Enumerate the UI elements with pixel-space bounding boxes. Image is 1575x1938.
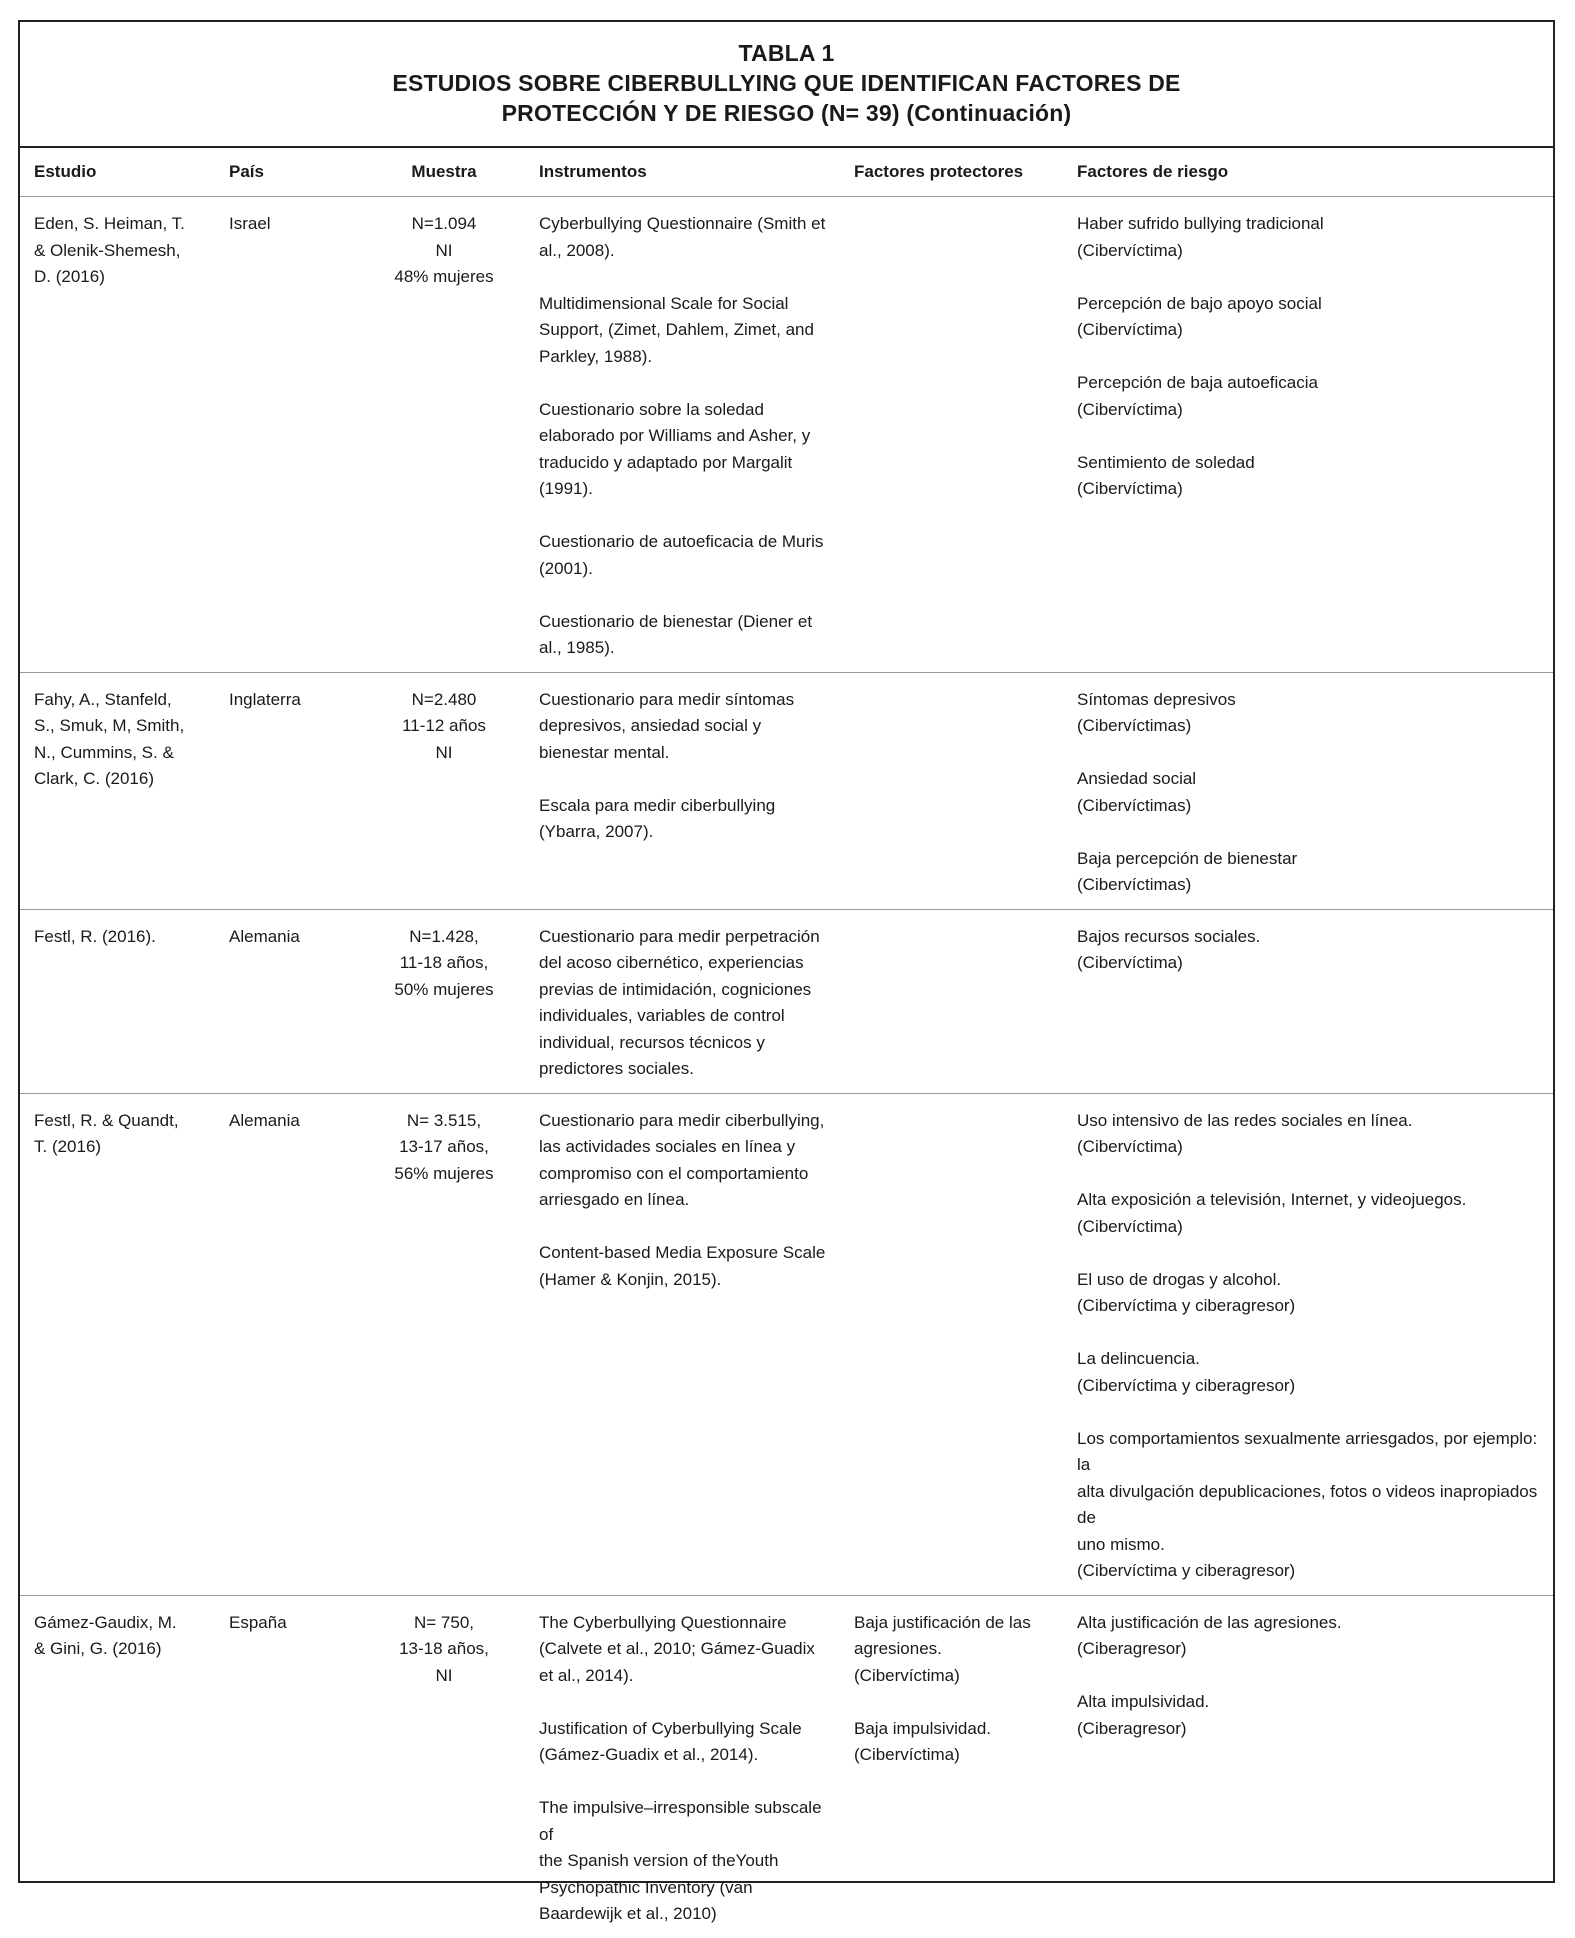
cell-estudio [20, 1595, 219, 1938]
cell-pais [219, 1595, 359, 1938]
factor-riesgo-line: Ansiedad social [1077, 769, 1197, 788]
muestra-line: N= 750, [413, 1612, 474, 1632]
factor-riesgo-line: Los comportamientos sexualmente arriesgados, por ejemplo: la [1077, 1428, 1538, 1474]
instrumento-line: arriesgado en línea. [539, 1190, 690, 1209]
instrumento-line: previas de intimidación, cogniciones [539, 979, 812, 999]
muestra-line: NI [435, 742, 453, 762]
instrumento-line: (Ybarra, 2007). [539, 822, 654, 841]
factor-riesgo-line: (Cibervíctima y ciberagresor) [1077, 1375, 1296, 1395]
instrumento-paragraph [539, 609, 834, 662]
factor-riesgo-paragraph [1077, 1689, 1543, 1742]
factor-riesgo-line: Bajos recursos sociales. [1077, 926, 1261, 946]
factor-riesgo-line: (Cibervíctima) [1077, 240, 1183, 260]
cell-instrumentos [529, 1093, 844, 1595]
cell-riesgo [1067, 1093, 1553, 1595]
instrumento-line: (Hamer & Konjin, 2015). [539, 1269, 722, 1289]
instrumento-line: Cuestionario para medir perpetración [539, 926, 820, 946]
pais-value: España [229, 1612, 287, 1632]
estudio-line: N., Cummins, S. & [34, 742, 174, 762]
estudio-line: Festl, R. & Quandt, [34, 1110, 179, 1130]
instrumento-line: Content-based Media Exposure Scale [539, 1243, 826, 1262]
factor-riesgo-line: (Ciberagresor) [1077, 1718, 1187, 1738]
instrumento-line: Cuestionario sobre la soledad [539, 399, 764, 419]
estudio-line: Gámez-Gaudix, M. [34, 1612, 177, 1632]
estudio-line: Clark, C. (2016) [34, 769, 154, 788]
instrumento-line: The Cyberbullying Questionnaire [539, 1612, 787, 1632]
instrumento-line: Multidimensional Scale for Social [539, 293, 789, 313]
muestra-line: 50% mujeres [394, 979, 494, 999]
factor-riesgo-line: (Cibervíctima) [1077, 399, 1183, 419]
instrumento-paragraph [539, 1108, 834, 1214]
header-muestra: Muestra [359, 148, 529, 197]
instrumento-paragraph [539, 211, 834, 264]
instrumento-line: depresivos, ansiedad social y [539, 716, 762, 735]
cell-instrumentos [529, 909, 844, 1093]
instrumento-line: bienestar mental. [539, 742, 670, 762]
muestra-line: 13-17 años, [399, 1137, 489, 1156]
pais-value: Israel [229, 214, 271, 233]
factor-riesgo-paragraph [1077, 291, 1543, 344]
factor-riesgo-line: (Cibervíctimas) [1077, 795, 1192, 815]
table-row [20, 909, 1553, 1093]
factor-protector-line: agresiones. [854, 1639, 942, 1658]
factor-riesgo-line: Alta justificación de las agresiones. [1077, 1612, 1342, 1632]
factor-riesgo-paragraph [1077, 1426, 1543, 1585]
factor-riesgo-line: Síntomas depresivos [1077, 689, 1236, 709]
cell-estudio [20, 197, 219, 673]
muestra-line: N=1.428, [409, 926, 479, 946]
table-row [20, 197, 1553, 673]
instrumento-line: predictores sociales. [539, 1059, 694, 1078]
header-estudio: Estudio [20, 148, 219, 197]
factor-protector-line: Baja impulsividad. [854, 1718, 992, 1738]
factor-riesgo-line: uno mismo. [1077, 1534, 1165, 1554]
muestra-line: 56% mujeres [394, 1163, 494, 1183]
instrumento-line: del acoso cibernético, experiencias [539, 953, 804, 972]
factor-riesgo-line: (Cibervíctima) [1077, 1216, 1183, 1236]
factor-riesgo-line: Baja percepción de bienestar [1077, 848, 1298, 868]
factor-riesgo-paragraph [1077, 1610, 1543, 1663]
table-frame [18, 20, 1555, 1923]
factor-riesgo-paragraph [1077, 1187, 1543, 1240]
cell-protectores [844, 672, 1067, 909]
factor-riesgo-paragraph [1077, 370, 1543, 423]
muestra-line: N=1.094 [411, 214, 477, 233]
muestra-line: NI [435, 1665, 453, 1685]
studies-table [20, 148, 1553, 1938]
instrumento-line: The impulsive–irresponsible subscale of [539, 1798, 822, 1844]
instrumento-line: Parkley, 1988). [539, 346, 653, 366]
cell-pais [219, 197, 359, 673]
muestra-line: 11-12 años [402, 716, 486, 735]
instrumento-line: Cuestionario de autoeficacia de Muris [539, 532, 824, 551]
table-body [20, 197, 1553, 1938]
instrumento-line: Cuestionario de bienestar (Diener et [539, 611, 813, 631]
instrumento-line: Escala para medir ciberbullying [539, 795, 776, 815]
header-pais: País [219, 148, 359, 197]
factor-riesgo-line: (Cibervíctima y ciberagresor) [1077, 1561, 1296, 1580]
instrumento-paragraph [539, 793, 834, 846]
instrumento-line: compromiso con el comportamiento [539, 1163, 809, 1183]
factor-riesgo-paragraph [1077, 766, 1543, 819]
instrumento-line: traducido y adaptado por Margalit [539, 452, 793, 472]
muestra-line: N= 3.515, [406, 1110, 482, 1130]
cell-riesgo [1067, 672, 1553, 909]
cell-muestra [359, 1093, 529, 1595]
cell-instrumentos [529, 1595, 844, 1938]
factor-riesgo-line: Uso intensivo de las redes sociales en línea. [1077, 1110, 1413, 1130]
instrumento-line: al., 1985). [539, 638, 615, 657]
factor-riesgo-line: (Cibervíctimas) [1077, 716, 1192, 735]
table-row [20, 672, 1553, 909]
instrumento-line: Cuestionario para medir síntomas [539, 689, 795, 709]
factor-riesgo-line: Alta impulsividad. [1077, 1692, 1210, 1711]
factor-protector-line: (Cibervíctima) [854, 1745, 960, 1764]
instrumento-paragraph [539, 687, 834, 767]
factor-protector-paragraph [854, 1610, 1057, 1690]
instrumento-paragraph [539, 1240, 834, 1293]
muestra-line: N=2.480 [411, 689, 477, 709]
factor-riesgo-line: (Cibervíctimas) [1077, 875, 1192, 894]
estudio-line: T. (2016) [34, 1137, 102, 1156]
cell-protectores [844, 909, 1067, 1093]
table-title-line-3: PROTECCIÓN Y DE RIESGO (N= 39) (Continuación) [501, 100, 1072, 126]
cell-muestra [359, 909, 529, 1093]
factor-riesgo-line: (Cibervíctima) [1077, 320, 1183, 339]
instrumento-paragraph [539, 1795, 834, 1928]
factor-riesgo-line: La delincuencia. [1077, 1349, 1200, 1368]
factor-riesgo-line: Percepción de baja autoeficacia [1077, 373, 1318, 392]
pais-value: Alemania [229, 926, 300, 946]
instrumento-line: et al., 2014). [539, 1665, 634, 1685]
estudio-line: D. (2016) [34, 267, 105, 286]
instrumento-line: las actividades sociales en línea y [539, 1137, 796, 1156]
cell-estudio [20, 1093, 219, 1595]
factor-riesgo-line: (Cibervíctima y ciberagresor) [1077, 1296, 1296, 1315]
instrumento-line: individual, recursos técnicos y [539, 1032, 765, 1052]
header-protectores: Factores protectores [844, 148, 1067, 197]
factor-riesgo-line: Sentimiento de soledad [1077, 452, 1255, 472]
factor-riesgo-paragraph [1077, 846, 1543, 899]
cell-estudio [20, 672, 219, 909]
cell-pais [219, 909, 359, 1093]
cell-estudio [20, 909, 219, 1093]
instrumento-line: al., 2008). [539, 240, 615, 260]
factor-riesgo-line: (Cibervíctima) [1077, 953, 1183, 972]
header-instrumentos: Instrumentos [529, 148, 844, 197]
factor-riesgo-line: Alta exposición a televisión, Internet, y videojuegos. [1077, 1190, 1467, 1209]
instrumento-paragraph [539, 397, 834, 503]
factor-riesgo-paragraph [1077, 1267, 1543, 1320]
cell-muestra [359, 197, 529, 673]
table-title-label: TABLA 1 [738, 40, 835, 66]
factor-riesgo-paragraph [1077, 1108, 1543, 1161]
factor-riesgo-line: El uso de drogas y alcohol. [1077, 1269, 1282, 1289]
instrumento-line: elaborado por Williams and Asher, y [539, 426, 811, 445]
factor-riesgo-line: (Cibervíctima) [1077, 479, 1183, 498]
estudio-line: & Gini, G. (2016) [34, 1639, 162, 1658]
instrumento-line: Support, (Zimet, Dahlem, Zimet, and [539, 320, 814, 339]
instrumento-line: (2001). [539, 558, 593, 578]
estudio-line: Eden, S. Heiman, T. [34, 214, 185, 233]
factor-riesgo-paragraph [1077, 687, 1543, 740]
instrumento-line: Cyberbullying Questionnaire (Smith et [539, 214, 826, 233]
cell-instrumentos [529, 672, 844, 909]
muestra-line: 13-18 años, [399, 1639, 489, 1658]
instrumento-line: Cuestionario para medir ciberbullying, [539, 1110, 825, 1130]
estudio-line: Fahy, A., Stanfeld, [34, 689, 172, 709]
cell-riesgo [1067, 909, 1553, 1093]
muestra-line: 11-18 años, [399, 953, 489, 972]
table-row [20, 1093, 1553, 1595]
instrumento-paragraph [539, 529, 834, 582]
muestra-line: NI [435, 240, 453, 260]
factor-riesgo-paragraph [1077, 1346, 1543, 1399]
cell-instrumentos [529, 197, 844, 673]
pais-value: Alemania [229, 1110, 300, 1130]
cell-pais [219, 672, 359, 909]
factor-riesgo-line: Haber sufrido bullying tradicional [1077, 214, 1324, 233]
instrumento-line: Psychopathic Inventory (van [539, 1877, 753, 1897]
instrumento-line: individuales, variables de control [539, 1006, 785, 1025]
cell-muestra [359, 672, 529, 909]
instrumento-line: (Gámez-Guadix et al., 2014). [539, 1745, 759, 1764]
table-title-line-2: ESTUDIOS SOBRE CIBERBULLYING QUE IDENTIFICAN FACTORES DE [392, 70, 1181, 96]
factor-riesgo-paragraph [1077, 211, 1543, 264]
instrumento-paragraph [539, 924, 834, 1083]
cell-riesgo [1067, 1595, 1553, 1938]
instrumento-paragraph [539, 1610, 834, 1690]
instrumento-line: Justification of Cyberbullying Scale [539, 1718, 802, 1738]
factor-riesgo-paragraph [1077, 924, 1543, 977]
factor-riesgo-paragraph [1077, 450, 1543, 503]
instrumento-line: (Calvete et al., 2010; Gámez-Guadix [539, 1639, 815, 1658]
factor-riesgo-line: Percepción de bajo apoyo social [1077, 293, 1322, 313]
table-row [20, 1595, 1553, 1938]
table-header-row [20, 148, 1553, 197]
instrumento-line: Baardewijk et al., 2010) [539, 1904, 717, 1923]
cell-protectores [844, 1595, 1067, 1938]
factor-riesgo-line: (Ciberagresor) [1077, 1639, 1187, 1658]
factor-protector-line: (Cibervíctima) [854, 1665, 960, 1685]
instrumento-paragraph [539, 291, 834, 371]
factor-protector-line: Baja justificación de las [854, 1612, 1031, 1632]
factor-protector-paragraph [854, 1716, 1057, 1769]
cell-riesgo [1067, 197, 1553, 673]
pais-value: Inglaterra [229, 689, 301, 709]
cell-pais [219, 1093, 359, 1595]
cell-protectores [844, 1093, 1067, 1595]
instrumento-line: the Spanish version of theYouth [539, 1851, 779, 1870]
factor-riesgo-line: alta divulgación depublicaciones, fotos o videos inapropiados de [1077, 1481, 1538, 1527]
header-riesgo: Factores de riesgo [1067, 148, 1553, 197]
cell-muestra [359, 1595, 529, 1938]
factor-riesgo-line: (Cibervíctima) [1077, 1137, 1183, 1156]
estudio-line: Festl, R. (2016). [34, 926, 156, 946]
table-title-block [20, 22, 1553, 148]
cell-protectores [844, 197, 1067, 673]
muestra-line: 48% mujeres [394, 267, 494, 286]
instrumento-paragraph [539, 1716, 834, 1769]
instrumento-line: (1991). [539, 479, 593, 498]
estudio-line: S., Smuk, M, Smith, [34, 716, 185, 735]
estudio-line: & Olenik-Shemesh, [34, 240, 181, 260]
